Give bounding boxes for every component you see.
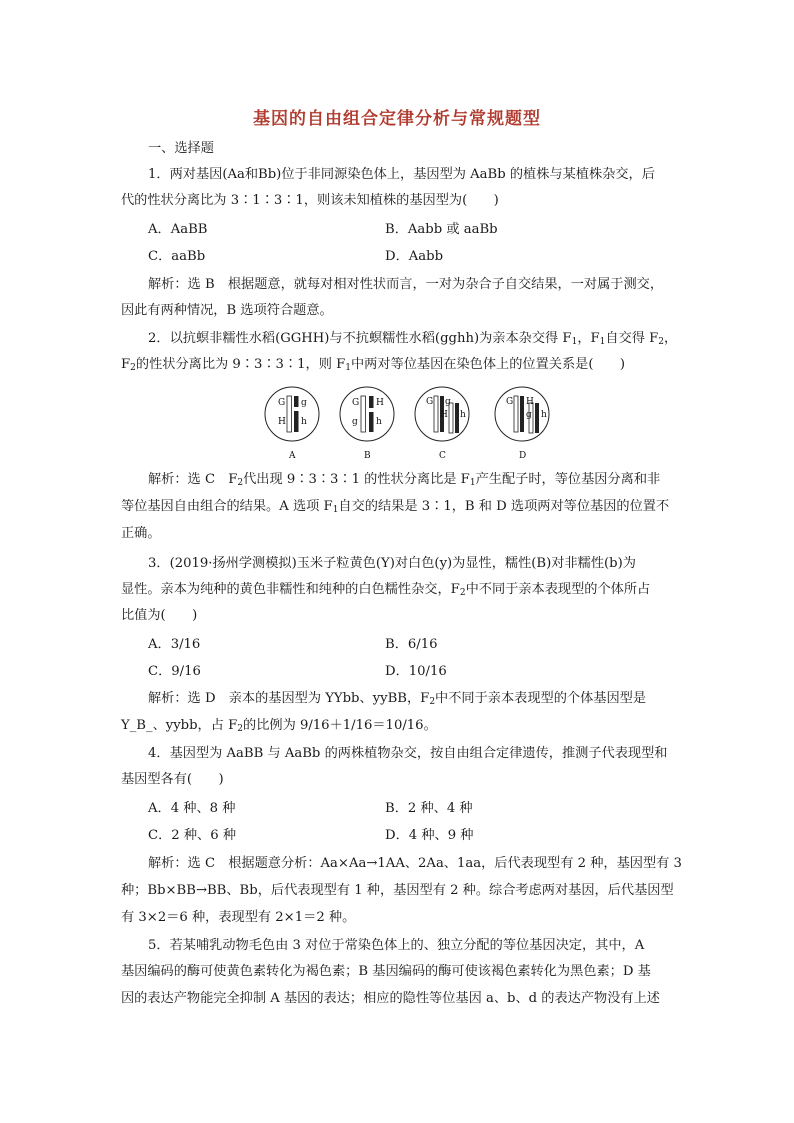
q5-stem-line-2: 基因编码的酶可使黄色素转化为褐色素；B 基因编码的酶可使该褐色素转化为黑色素；D 基: [121, 964, 651, 979]
gene-g-lower: g: [352, 417, 358, 427]
gene-h-upper: H: [376, 398, 384, 408]
gene-g-upper: G: [278, 398, 286, 408]
chromosome-diagram: [264, 384, 564, 462]
q1-stem-line-2: 代的性状分离比为 3∶1∶3∶1，则该未知植株的基因型为( ): [121, 193, 499, 208]
q3-stem-line-3: 比值为( ): [121, 608, 198, 623]
q4-stem-line-1: 4．基因型为 AaBB 与 AaBb 的两株植物杂交，按自由组合定律遗传，推测子代表现型和: [148, 746, 668, 761]
q1-option-a: A．AaBB: [148, 222, 208, 237]
q3-answer-line-1: 解析：选 D 亲本的基因型为 YYbb、yyBB，$F_2$中不同于亲本表现型的个体基因型是: [148, 691, 647, 707]
page-title: 基因的自由组合定律分析与常规题型: [253, 109, 541, 129]
q4-option-d: D．4 种、9 种: [385, 828, 474, 843]
q4-answer-line-2: 种；Bb×BB→BB、Bb，后代表现型有 1 种，基因型有 2 种。综合考虑两对基因，后代基因型: [121, 883, 674, 898]
q1-stem-line-1: 1．两对基因(Aa和Bb)位于非同源染色体上，基因型为 AaBb 的植株与某植株杂交，后: [148, 167, 655, 182]
q5-stem-line-1: 5．若某哺乳动物毛色由 3 对位于常染色体上的、独立分配的等位基因决定，其中，A: [148, 938, 645, 953]
gene-g-upper: G: [352, 398, 360, 408]
gene-g-lower: g: [526, 410, 532, 420]
diagram-label-d: D: [519, 451, 527, 461]
gene-g-lower: g: [301, 398, 307, 408]
q3-answer-line-2: Y_B_、yybb，占 $F_2$的比例为 9/16＋1/16＝10/16。: [121, 718, 437, 734]
q1-option-d: D．Aabb: [385, 249, 444, 264]
gene-g-upper: G: [426, 397, 434, 407]
q2-stem-line-1: 2．以抗螟非糯性水稻(GGHH)与不抗螟糯性水稻(gghh)为亲本杂交得 $F_1$，$F_1$自交得 $F_2$，: [148, 331, 678, 347]
gene-h-lower: h: [376, 417, 382, 427]
cell-d: [495, 387, 549, 461]
q4-option-c: C．2 种、6 种: [148, 828, 237, 843]
q3-option-d: D．10/16: [385, 664, 447, 679]
q1-option-c: C．aaBb: [148, 249, 206, 264]
gene-h-lower: h: [541, 410, 547, 420]
gene-h-upper: H: [526, 397, 534, 407]
cell-a: [265, 387, 319, 461]
q1-answer-line-1: 解析：选 B 根据题意，就每对相对性状而言，一对为杂合子自交结果，一对属于测交，: [148, 277, 664, 292]
q4-stem-line-2: 基因型各有( ): [121, 772, 224, 787]
q3-stem-line-2: 显性。亲本为纯种的黄色非糯性和纯种的白色糯性杂交，$F_2$中不同于亲本表现型的个体所占: [121, 582, 651, 598]
q4-answer-line-3: 有 3×2＝6 种，表现型有 2×1＝2 种。: [121, 910, 356, 925]
q4-option-b: B．2 种、4 种: [385, 801, 473, 816]
gene-g-lower: g: [445, 397, 451, 407]
q5-stem-line-3: 因的表达产物能完全抑制 A 基因的表达；相应的隐性等位基因 a、b、d 的表达产物没有上述: [121, 991, 660, 1006]
gene-h-upper: H: [440, 410, 448, 420]
q3-option-a: A．3/16: [148, 637, 201, 652]
gene-g-upper: G: [506, 397, 514, 407]
q2-stem-line-2: $F_2$的性状分离比为 9∶3∶3∶1，则 $F_1$中两对等位基因在染色体上的位置关系是( ): [121, 357, 626, 373]
q2-answer-line-1: 解析：选 C $F_2$代出现 9∶3∶3∶1 的性状分离比是 $F_1$产生配子时，等位基因分离和非: [148, 472, 661, 488]
q4-answer-line-1: 解析：选 C 根据题意分析：Aa×Aa→1AA、2Aa、1aa，后代表现型有 2 种，基因型有 3: [148, 856, 682, 871]
diagram-label-c: C: [439, 451, 446, 461]
q3-option-c: C．9/16: [148, 664, 201, 679]
gene-h-lower: h: [301, 417, 307, 427]
q4-option-a: A．4 种、8 种: [148, 801, 236, 816]
q2-answer-line-2: 等位基因自由组合的结果。A 选项 $F_1$自交的结果是 3∶1，B 和 D 选项两对等位基因的位置不: [121, 499, 670, 515]
gene-h-upper: H: [278, 417, 286, 427]
q3-stem-line-1: 3．(2019·扬州学测模拟)玉米子粒黄色(Y)对白色(y)为显性，糯性(B)对非糯性(b)为: [148, 556, 636, 571]
q2-answer-line-3: 正确。: [121, 526, 161, 541]
cell-b: [340, 387, 394, 461]
q1-answer-line-2: 因此有两种情况，B 选项符合题意。: [121, 303, 333, 318]
q3-option-b: B．6/16: [385, 637, 438, 652]
diagram-label-a: A: [289, 451, 296, 461]
gene-h-lower: h: [460, 410, 466, 420]
section-heading: 一、选择题: [148, 141, 214, 156]
cell-c: [415, 387, 469, 461]
q1-option-b: B．Aabb 或 aaBb: [385, 222, 498, 237]
diagram-label-b: B: [364, 451, 371, 461]
